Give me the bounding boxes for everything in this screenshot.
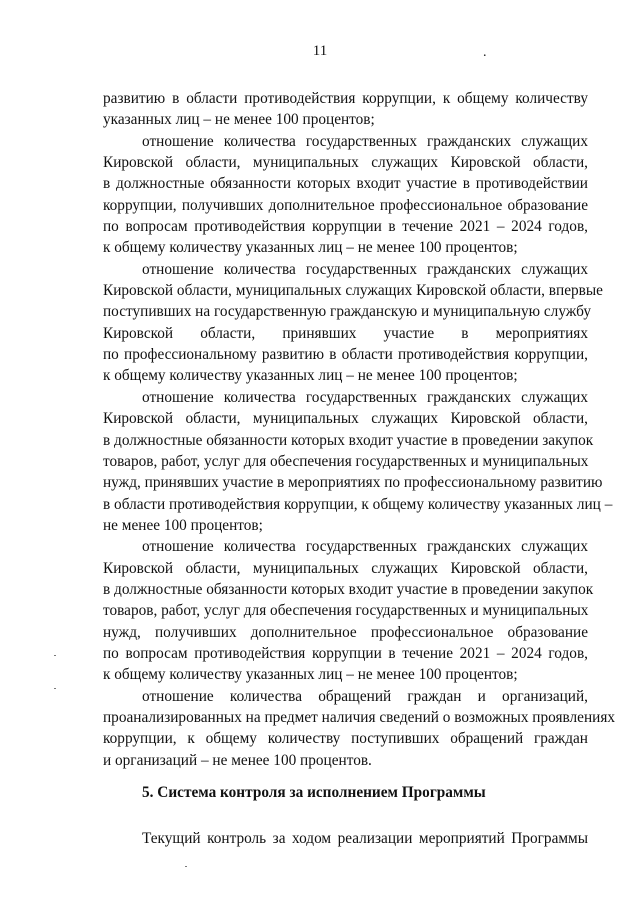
paragraph <box>103 88 588 131</box>
page-mark: . <box>483 45 487 60</box>
paragraph-line: отношение количества государственных гражданских служащих <box>142 260 588 278</box>
paragraph-line: в должностные обязанности которых входит участие в проведении закупок <box>103 431 594 449</box>
paragraph-line: к общему количеству указанных лиц – не менее 100 процентов; <box>103 367 518 385</box>
paragraph-line: товаров, работ, услуг для обеспечения государственных и муниципальных <box>103 602 589 620</box>
paragraph-line: развитию в области противодействия коррупции, к общему количеству <box>103 90 588 107</box>
paragraph-line: Кировской области, муниципальных служащих Кировской области, впервые <box>103 282 603 300</box>
document-body <box>103 88 616 771</box>
section-heading: 5. Система контроля за исполнением Программы <box>142 784 486 801</box>
paragraph-line: коррупции, получивших дополнительное профессиональное образование <box>103 196 588 214</box>
paragraph <box>103 536 594 685</box>
paragraph <box>103 131 588 259</box>
paragraph-line: отношение количества государственных гражданских служащих <box>142 388 588 406</box>
paragraph-line: нужд, получивших дополнительное профессиональное образование <box>103 623 588 641</box>
paragraph-line: коррупции, к общему количеству поступивших обращений граждан <box>103 730 588 748</box>
paragraph-line: указанных лиц – не менее 100 процентов; <box>103 111 375 129</box>
scan-speck <box>54 655 56 656</box>
paragraph-line: к общему количеству указанных лиц – не менее 100 процентов; <box>103 666 518 684</box>
paragraph-line: нужд, принявших участие в мероприятиях по профессиональному развитию <box>103 474 603 492</box>
paragraph-line: по вопросам противодействия коррупции в течение 2021 – 2024 годов, <box>103 644 588 662</box>
paragraph-line: к общему количеству указанных лиц – не менее 100 процентов; <box>103 239 518 257</box>
paragraph <box>103 686 616 771</box>
paragraph <box>103 387 613 536</box>
paragraph-line: не менее 100 процентов; <box>103 516 263 534</box>
final-paragraph <box>103 828 588 849</box>
paragraph-line: в должностные обязанности которых входит участие в противодействии <box>103 175 588 193</box>
paragraph-line: и организаций – не менее 100 процентов. <box>103 751 372 769</box>
scan-speck <box>185 866 187 867</box>
paragraph-line: по профессиональному развитию в области противодействия коррупции, <box>103 346 588 364</box>
paragraph-line: Текущий контроль за ходом реализации мероприятий Программы <box>142 830 588 847</box>
paragraph-line: товаров, работ, услуг для обеспечения государственных и муниципальных <box>103 452 589 470</box>
paragraph-line: отношение количества государственных гражданских служащих <box>142 538 588 556</box>
paragraph-line: отношение количества государственных гражданских служащих <box>142 132 588 150</box>
scan-speck <box>54 688 56 689</box>
paragraph-line: по вопросам противодействия коррупции в течение 2021 – 2024 годов, <box>103 218 588 236</box>
paragraph-line: отношение количества обращений граждан и организаций, <box>142 687 588 705</box>
paragraph-line: Кировской области, муниципальных служащих Кировской области, <box>103 410 588 428</box>
page-number: 11 <box>312 43 328 59</box>
paragraph-line: Кировской области, муниципальных служащих Кировской области, <box>103 154 588 172</box>
paragraph-line: Кировской области, принявших участие в мероприятиях <box>103 324 588 342</box>
paragraph-line: Кировской области, муниципальных служащих Кировской области, <box>103 559 588 577</box>
paragraph <box>103 259 603 387</box>
paragraph-line: в области противодействия коррупции, к общему количеству указанных лиц – <box>103 495 613 513</box>
paragraph-line: поступивших на государственную гражданскую и муниципальную службу <box>103 303 591 321</box>
paragraph-line: проанализированных на предмет наличия сведений о возможных проявлениях <box>103 708 616 726</box>
paragraph-line: в должностные обязанности которых входит участие в проведении закупок <box>103 580 594 598</box>
